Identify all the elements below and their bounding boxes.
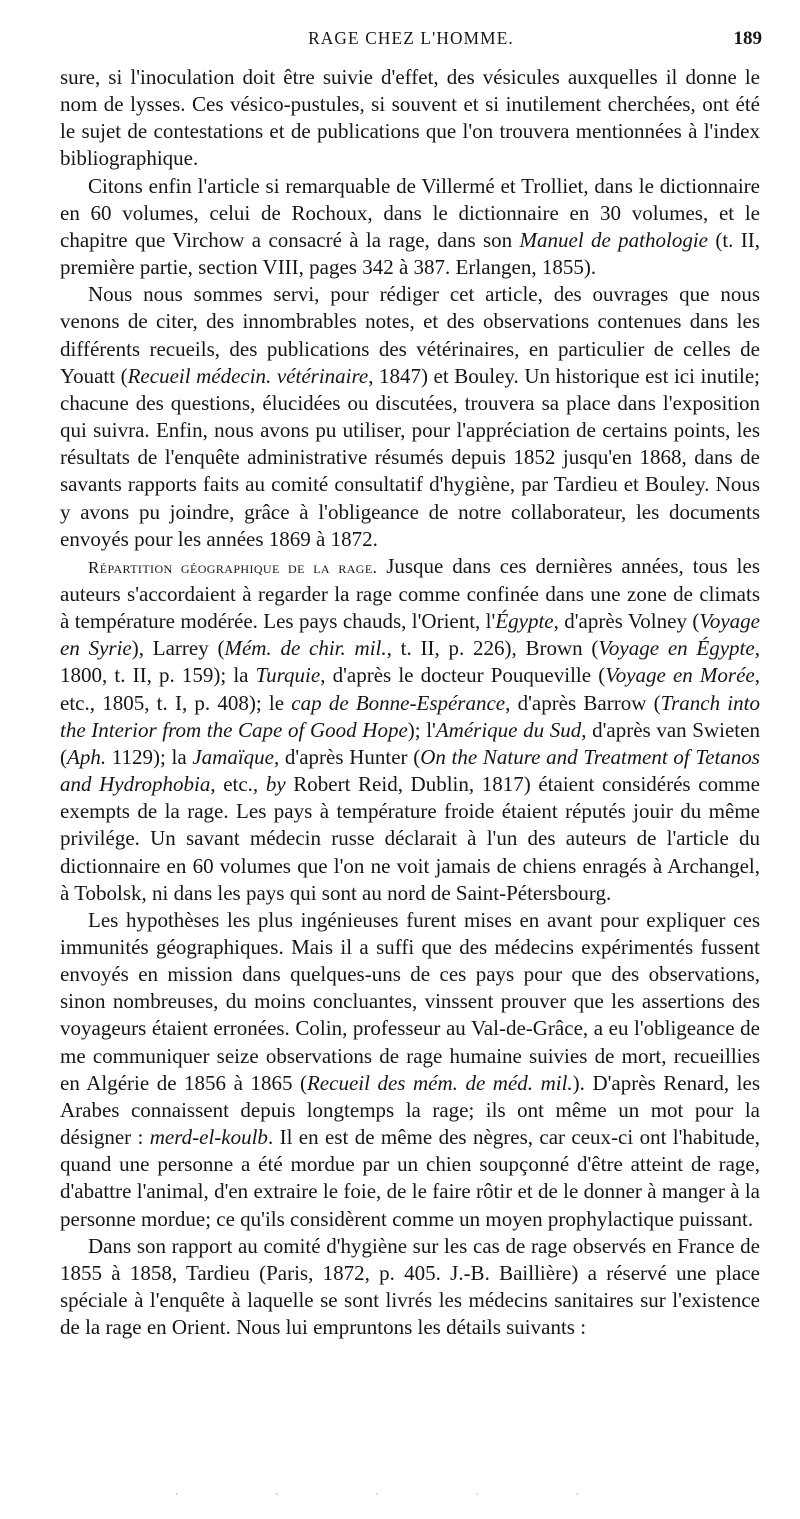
text-run: sure, si l'inoculation doit être suivie d'effet, des vésicules auxquelles il donne le nom de lysses. Ces vésico-pustules, si souvent et si inutilement cherchées, ont été le sujet de contestations et de publications que l'on trouvera mentionnées à l'index bibliographique. xyxy=(60,65,760,171)
text-run: . Il en est de même des nègres, car ceux-ci ont l'habitude, quand une personne a été mordue par un chien soupçonné d'être atteint de rage, d'abattre l'animal, d'en extraire le foie, de le faire rôtir et de le donner à manger à la personne mordue; ce qu'ils considèrent comme un moyen prophylactique puissant. xyxy=(60,1125,760,1231)
text-run: (t. II, première partie, section VIII, pages 342 à 387. Erlangen, 1855). xyxy=(60,227,760,280)
italic-run: Égypte xyxy=(495,609,554,634)
italic-run: Voyage en Morée xyxy=(605,663,755,688)
italic-run: Turquie xyxy=(255,663,321,688)
text-run: Jusque dans ces dernières années, tous les auteurs s'accordaient à regarder la rage comme confinée dans une zone de climats à température modérée. Les pays chauds, l'Orient, l' xyxy=(60,553,760,634)
text-run: , 1847) et Bouley. Un historique est ici inutile; chacune des questions, élucidées ou discutées, trouvera sa place dans l'exposition qui suivra. Enfin, nous avons pu utiliser, pour l'appréciation de certains points, les résultats de l'enquête administrative résumés depuis 1852 jusqu'en 1868, dans de savants rapports faits au comité consultatif d'hygiène, par Tardieu et Bouley. Nous y avons pu joindre, grâce à l'obligeance de notre collaborateur, les documents envoyés pour les années 1869 à 1872. xyxy=(60,363,760,551)
page-header xyxy=(60,28,762,58)
italic-run: Manuel de pathologie xyxy=(519,227,708,252)
italic-run: Tranch into the Interior from the Cape of Good Hope xyxy=(60,690,760,742)
text-run: , d'après Hunter ( xyxy=(274,744,421,769)
text-run: , d'après le docteur Pouqueville ( xyxy=(320,663,606,688)
italic-run: Aph. xyxy=(67,744,107,769)
text-run: 1129); la xyxy=(106,744,193,769)
paragraph xyxy=(60,281,760,553)
text-run: Dans son rapport au comité d'hygiène sur les cas de rage observés en France de 1855 à 1858, Tardieu (Paris, 1872, p. 405. J.-B. Baillière) a réservé une place spéciale à l'enquête à laquelle se sont livrés les médecins sanitaires sur l'existence de la rage en Orient. Nous lui empruntons les détails suivants : xyxy=(60,1233,760,1340)
paragraph xyxy=(60,173,760,282)
body-text xyxy=(60,64,760,1341)
paragraph xyxy=(60,907,760,1233)
italic-run: by xyxy=(265,772,286,797)
italic-run: cap de Bonne-Espérance xyxy=(291,690,506,715)
text-run: , t. II, p. 226), Brown ( xyxy=(386,636,599,661)
italic-run: Voyage en Égypte xyxy=(598,636,755,661)
italic-run: Mém. de chir. mil. xyxy=(224,636,387,661)
section-heading: Répartition géographique de la rage. xyxy=(88,557,378,577)
paragraph xyxy=(60,553,760,907)
text-run: , etc., 1805, t. I, p. 408); le xyxy=(60,663,760,715)
text-run: Les hypothèses les plus ingénieuses furent mises en avant pour expliquer ces immunités géographiques. Mais il a suffi que des médecins expérimentés fussent envoyés en mission dans quelques-uns de ces pays pour que des observations, sinon nombreuses, du moins concluantes, vinssent prouver que les assertions des voyageurs étaient erronées. Colin, professeur au Val-de-Grâce, a eu l'obligeance de me communiquer seize observations de rage humaine suivies de mort, recueillies en Algérie de 1856 à 1865 ( xyxy=(60,907,760,1095)
text-run: , etc., xyxy=(210,772,266,797)
text-run: Nous nous sommes servi, pour rédiger cet article, des ouvrages que nous venons de citer, des innombrables notes, et des observations contenues dans les différents recueils, des publications des vétérinaires, en particulier de celles de Youatt ( xyxy=(60,282,760,388)
italic-run: merd-el-koulb xyxy=(149,1125,268,1150)
italic-run: Recueil des mém. de méd. mil. xyxy=(306,1070,573,1095)
italic-run: Voyage en Syrie xyxy=(60,609,760,661)
text-run: ); l' xyxy=(407,717,436,742)
text-run: ), Larrey ( xyxy=(131,636,225,661)
italic-run: Jamaïque xyxy=(192,744,274,769)
text-run: ). D'après Renard, les Arabes connaissent depuis longtemps la rage; ils ont même un mot pour la désigner : xyxy=(60,1070,760,1150)
text-run: , 1800, t. II, p. 159); la xyxy=(60,636,760,688)
text-run: , d'après Volney ( xyxy=(553,609,700,634)
text-run: , d'après Barrow ( xyxy=(505,690,661,715)
text-run: Citons enfin l'article si remarquable de Villermé et Trolliet, dans le dictionnaire en 60 volumes, celui de Rochoux, dans le dictionnaire en 30 volumes, et le chapitre que Virchow a consacré à la rage, dans son xyxy=(60,173,760,252)
paragraph xyxy=(60,64,760,173)
text-run: Robert Reid, Dublin, 1817) étaient considérés comme exempts de la rage. Les pays à température froide étaient réputés jouir du même privilége. Un savant médecin russe déclarait à l'un des auteurs de l'article du dictionnaire en 60 volumes que l'on ne voit jamais de chiens enragés à Archangel, à Tobolsk, ni dans les pays qui sont au nord de Saint-Pétersbourg. xyxy=(60,772,761,905)
text-run: , d'après van Swieten ( xyxy=(60,717,760,769)
page-number: 189 xyxy=(733,28,762,49)
page-bottom-specks: · · · · · xyxy=(174,1488,626,1503)
running-title: RAGE CHEZ L'HOMME. xyxy=(308,28,514,48)
italic-run: Amérique du Sud xyxy=(435,717,582,742)
italic-run: Recueil médecin. vétérinaire xyxy=(127,363,369,388)
italic-run: On the Nature and Treatment of Tetanos and Hydrophobia xyxy=(60,744,760,797)
paragraph xyxy=(60,1233,760,1342)
